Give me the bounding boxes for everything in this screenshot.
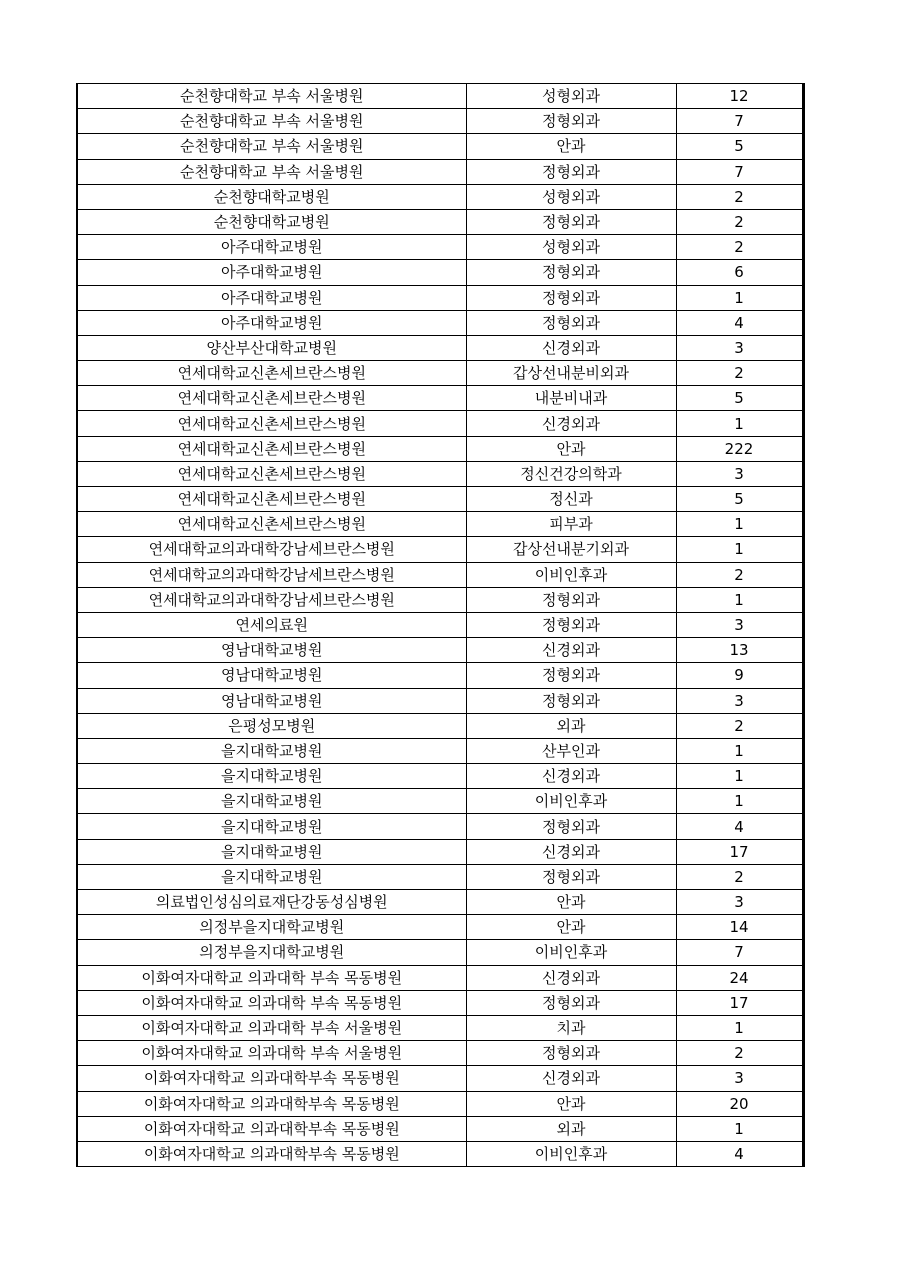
- department-cell: 안과: [466, 890, 676, 915]
- department-cell: 성형외과: [466, 84, 676, 109]
- hospital-name-cell: 순천향대학교 부속 서울병원: [77, 159, 466, 184]
- count-cell: 5: [676, 134, 803, 159]
- hospital-name-cell: 연세대학교신촌세브란스병원: [77, 361, 466, 386]
- table-row: [77, 235, 803, 260]
- hospital-name-cell: 이화여자대학교 의과대학 부속 목동병원: [77, 965, 466, 990]
- department-cell: 정형외과: [466, 864, 676, 889]
- hospital-name-cell: 은평성모병원: [77, 713, 466, 738]
- department-cell: 정형외과: [466, 310, 676, 335]
- table-row: [77, 562, 803, 587]
- department-cell: 정신과: [466, 487, 676, 512]
- hospital-name-cell: 순천향대학교병원: [77, 184, 466, 209]
- count-cell: 6: [676, 260, 803, 285]
- hospital-name-cell: 영남대학교병원: [77, 638, 466, 663]
- table-row: [77, 1041, 803, 1066]
- count-cell: 3: [676, 461, 803, 486]
- hospital-name-cell: 의정부을지대학교병원: [77, 915, 466, 940]
- hospital-name-cell: 순천향대학교병원: [77, 209, 466, 234]
- department-cell: 피부과: [466, 512, 676, 537]
- count-cell: 17: [676, 839, 803, 864]
- table-row: [77, 386, 803, 411]
- table-row: [77, 512, 803, 537]
- table-row: [77, 738, 803, 763]
- hospital-name-cell: 이화여자대학교 의과대학부속 목동병원: [77, 1066, 466, 1091]
- hospital-name-cell: 이화여자대학교 의과대학부속 목동병원: [77, 1141, 466, 1166]
- table-row: [77, 789, 803, 814]
- count-cell: 4: [676, 1141, 803, 1166]
- table-row: [77, 134, 803, 159]
- table-row: [77, 335, 803, 360]
- department-cell: 성형외과: [466, 235, 676, 260]
- count-cell: 1: [676, 1015, 803, 1040]
- table-row: [77, 839, 803, 864]
- table-row: [77, 260, 803, 285]
- department-cell: 갑상선내분기외과: [466, 537, 676, 562]
- table-row: [77, 84, 803, 109]
- hospital-name-cell: 양산부산대학교병원: [77, 335, 466, 360]
- hospital-name-cell: 을지대학교병원: [77, 839, 466, 864]
- hospital-name-cell: 아주대학교병원: [77, 285, 466, 310]
- department-cell: 안과: [466, 915, 676, 940]
- count-cell: 9: [676, 663, 803, 688]
- table-row: [77, 1066, 803, 1091]
- count-cell: 7: [676, 109, 803, 134]
- hospital-name-cell: 이화여자대학교 의과대학부속 목동병원: [77, 1091, 466, 1116]
- count-cell: 222: [676, 436, 803, 461]
- table-row: [77, 209, 803, 234]
- table-row: [77, 1015, 803, 1040]
- department-cell: 정형외과: [466, 990, 676, 1015]
- count-cell: 3: [676, 688, 803, 713]
- count-cell: 2: [676, 361, 803, 386]
- table-row: [77, 990, 803, 1015]
- department-cell: 정형외과: [466, 663, 676, 688]
- hospital-name-cell: 이화여자대학교 의과대학 부속 서울병원: [77, 1015, 466, 1040]
- department-cell: 이비인후과: [466, 789, 676, 814]
- hospital-name-cell: 아주대학교병원: [77, 260, 466, 285]
- department-cell: 외과: [466, 713, 676, 738]
- hospital-table-sheet: [76, 83, 802, 1167]
- table-row: [77, 184, 803, 209]
- count-cell: 4: [676, 814, 803, 839]
- hospital-name-cell: 을지대학교병원: [77, 738, 466, 763]
- department-cell: 정형외과: [466, 612, 676, 637]
- count-cell: 1: [676, 411, 803, 436]
- department-cell: 신경외과: [466, 1066, 676, 1091]
- department-cell: 치과: [466, 1015, 676, 1040]
- count-cell: 17: [676, 990, 803, 1015]
- department-cell: 신경외과: [466, 335, 676, 360]
- hospital-name-cell: 의료법인성심의료재단강동성심병원: [77, 890, 466, 915]
- table-row: [77, 1116, 803, 1141]
- department-cell: 신경외과: [466, 965, 676, 990]
- department-cell: 갑상선내분비외과: [466, 361, 676, 386]
- department-cell: 안과: [466, 134, 676, 159]
- department-cell: 정형외과: [466, 814, 676, 839]
- table-row: [77, 411, 803, 436]
- table-row: [77, 612, 803, 637]
- count-cell: 2: [676, 713, 803, 738]
- hospital-name-cell: 이화여자대학교 의과대학부속 목동병원: [77, 1116, 466, 1141]
- count-cell: 3: [676, 1066, 803, 1091]
- department-cell: 정형외과: [466, 587, 676, 612]
- count-cell: 7: [676, 940, 803, 965]
- department-cell: 이비인후과: [466, 1141, 676, 1166]
- hospital-name-cell: 이화여자대학교 의과대학 부속 목동병원: [77, 990, 466, 1015]
- hospital-name-cell: 을지대학교병원: [77, 764, 466, 789]
- count-cell: 5: [676, 487, 803, 512]
- hospital-name-cell: 연세대학교의과대학강남세브란스병원: [77, 537, 466, 562]
- department-cell: 내분비내과: [466, 386, 676, 411]
- hospital-name-cell: 아주대학교병원: [77, 235, 466, 260]
- department-cell: 정형외과: [466, 260, 676, 285]
- count-cell: 2: [676, 209, 803, 234]
- table-row: [77, 663, 803, 688]
- table-body: [77, 84, 803, 1167]
- department-cell: 산부인과: [466, 738, 676, 763]
- hospital-name-cell: 영남대학교병원: [77, 688, 466, 713]
- hospital-name-cell: 연세대학교신촌세브란스병원: [77, 436, 466, 461]
- hospital-name-cell: 연세대학교의과대학강남세브란스병원: [77, 562, 466, 587]
- table-row: [77, 1091, 803, 1116]
- hospital-name-cell: 을지대학교병원: [77, 814, 466, 839]
- table-row: [77, 638, 803, 663]
- department-cell: 안과: [466, 436, 676, 461]
- hospital-name-cell: 연세대학교신촌세브란스병원: [77, 487, 466, 512]
- hospital-name-cell: 연세대학교신촌세브란스병원: [77, 461, 466, 486]
- count-cell: 3: [676, 335, 803, 360]
- hospital-name-cell: 을지대학교병원: [77, 789, 466, 814]
- count-cell: 1: [676, 587, 803, 612]
- department-cell: 신경외과: [466, 839, 676, 864]
- table-row: [77, 487, 803, 512]
- count-cell: 2: [676, 1041, 803, 1066]
- table-row: [77, 285, 803, 310]
- table-row: [77, 890, 803, 915]
- hospital-name-cell: 을지대학교병원: [77, 864, 466, 889]
- department-cell: 정형외과: [466, 688, 676, 713]
- department-cell: 성형외과: [466, 184, 676, 209]
- department-cell: 정형외과: [466, 109, 676, 134]
- table-row: [77, 864, 803, 889]
- count-cell: 2: [676, 562, 803, 587]
- count-cell: 3: [676, 612, 803, 637]
- hospital-name-cell: 순천향대학교 부속 서울병원: [77, 109, 466, 134]
- hospital-name-cell: 의정부을지대학교병원: [77, 940, 466, 965]
- table-row: [77, 109, 803, 134]
- table-row: [77, 310, 803, 335]
- table-row: [77, 361, 803, 386]
- count-cell: 1: [676, 764, 803, 789]
- table-row: [77, 159, 803, 184]
- table-row: [77, 537, 803, 562]
- hospital-name-cell: 이화여자대학교 의과대학 부속 서울병원: [77, 1041, 466, 1066]
- department-cell: 신경외과: [466, 764, 676, 789]
- table-row: [77, 688, 803, 713]
- count-cell: 2: [676, 864, 803, 889]
- table-row: [77, 713, 803, 738]
- count-cell: 1: [676, 738, 803, 763]
- table-row: [77, 436, 803, 461]
- hospital-name-cell: 연세대학교신촌세브란스병원: [77, 512, 466, 537]
- hospital-name-cell: 영남대학교병원: [77, 663, 466, 688]
- count-cell: 24: [676, 965, 803, 990]
- hospital-department-table: [76, 83, 805, 1167]
- hospital-name-cell: 연세의료원: [77, 612, 466, 637]
- hospital-name-cell: 연세대학교신촌세브란스병원: [77, 386, 466, 411]
- count-cell: 1: [676, 285, 803, 310]
- count-cell: 14: [676, 915, 803, 940]
- hospital-name-cell: 순천향대학교 부속 서울병원: [77, 134, 466, 159]
- count-cell: 2: [676, 184, 803, 209]
- count-cell: 1: [676, 537, 803, 562]
- hospital-name-cell: 연세대학교신촌세브란스병원: [77, 411, 466, 436]
- count-cell: 4: [676, 310, 803, 335]
- hospital-name-cell: 연세대학교의과대학강남세브란스병원: [77, 587, 466, 612]
- table-row: [77, 1141, 803, 1166]
- department-cell: 정신건강의학과: [466, 461, 676, 486]
- table-row: [77, 814, 803, 839]
- department-cell: 신경외과: [466, 638, 676, 663]
- table-row: [77, 965, 803, 990]
- department-cell: 이비인후과: [466, 940, 676, 965]
- count-cell: 12: [676, 84, 803, 109]
- table-row: [77, 461, 803, 486]
- count-cell: 5: [676, 386, 803, 411]
- department-cell: 정형외과: [466, 285, 676, 310]
- department-cell: 신경외과: [466, 411, 676, 436]
- count-cell: 1: [676, 789, 803, 814]
- department-cell: 정형외과: [466, 209, 676, 234]
- table-row: [77, 764, 803, 789]
- table-row: [77, 915, 803, 940]
- count-cell: 2: [676, 235, 803, 260]
- department-cell: 안과: [466, 1091, 676, 1116]
- count-cell: 1: [676, 512, 803, 537]
- department-cell: 이비인후과: [466, 562, 676, 587]
- table-row: [77, 587, 803, 612]
- hospital-name-cell: 순천향대학교 부속 서울병원: [77, 84, 466, 109]
- count-cell: 13: [676, 638, 803, 663]
- count-cell: 3: [676, 890, 803, 915]
- hospital-name-cell: 아주대학교병원: [77, 310, 466, 335]
- department-cell: 외과: [466, 1116, 676, 1141]
- count-cell: 7: [676, 159, 803, 184]
- count-cell: 1: [676, 1116, 803, 1141]
- count-cell: 20: [676, 1091, 803, 1116]
- table-row: [77, 940, 803, 965]
- department-cell: 정형외과: [466, 159, 676, 184]
- department-cell: 정형외과: [466, 1041, 676, 1066]
